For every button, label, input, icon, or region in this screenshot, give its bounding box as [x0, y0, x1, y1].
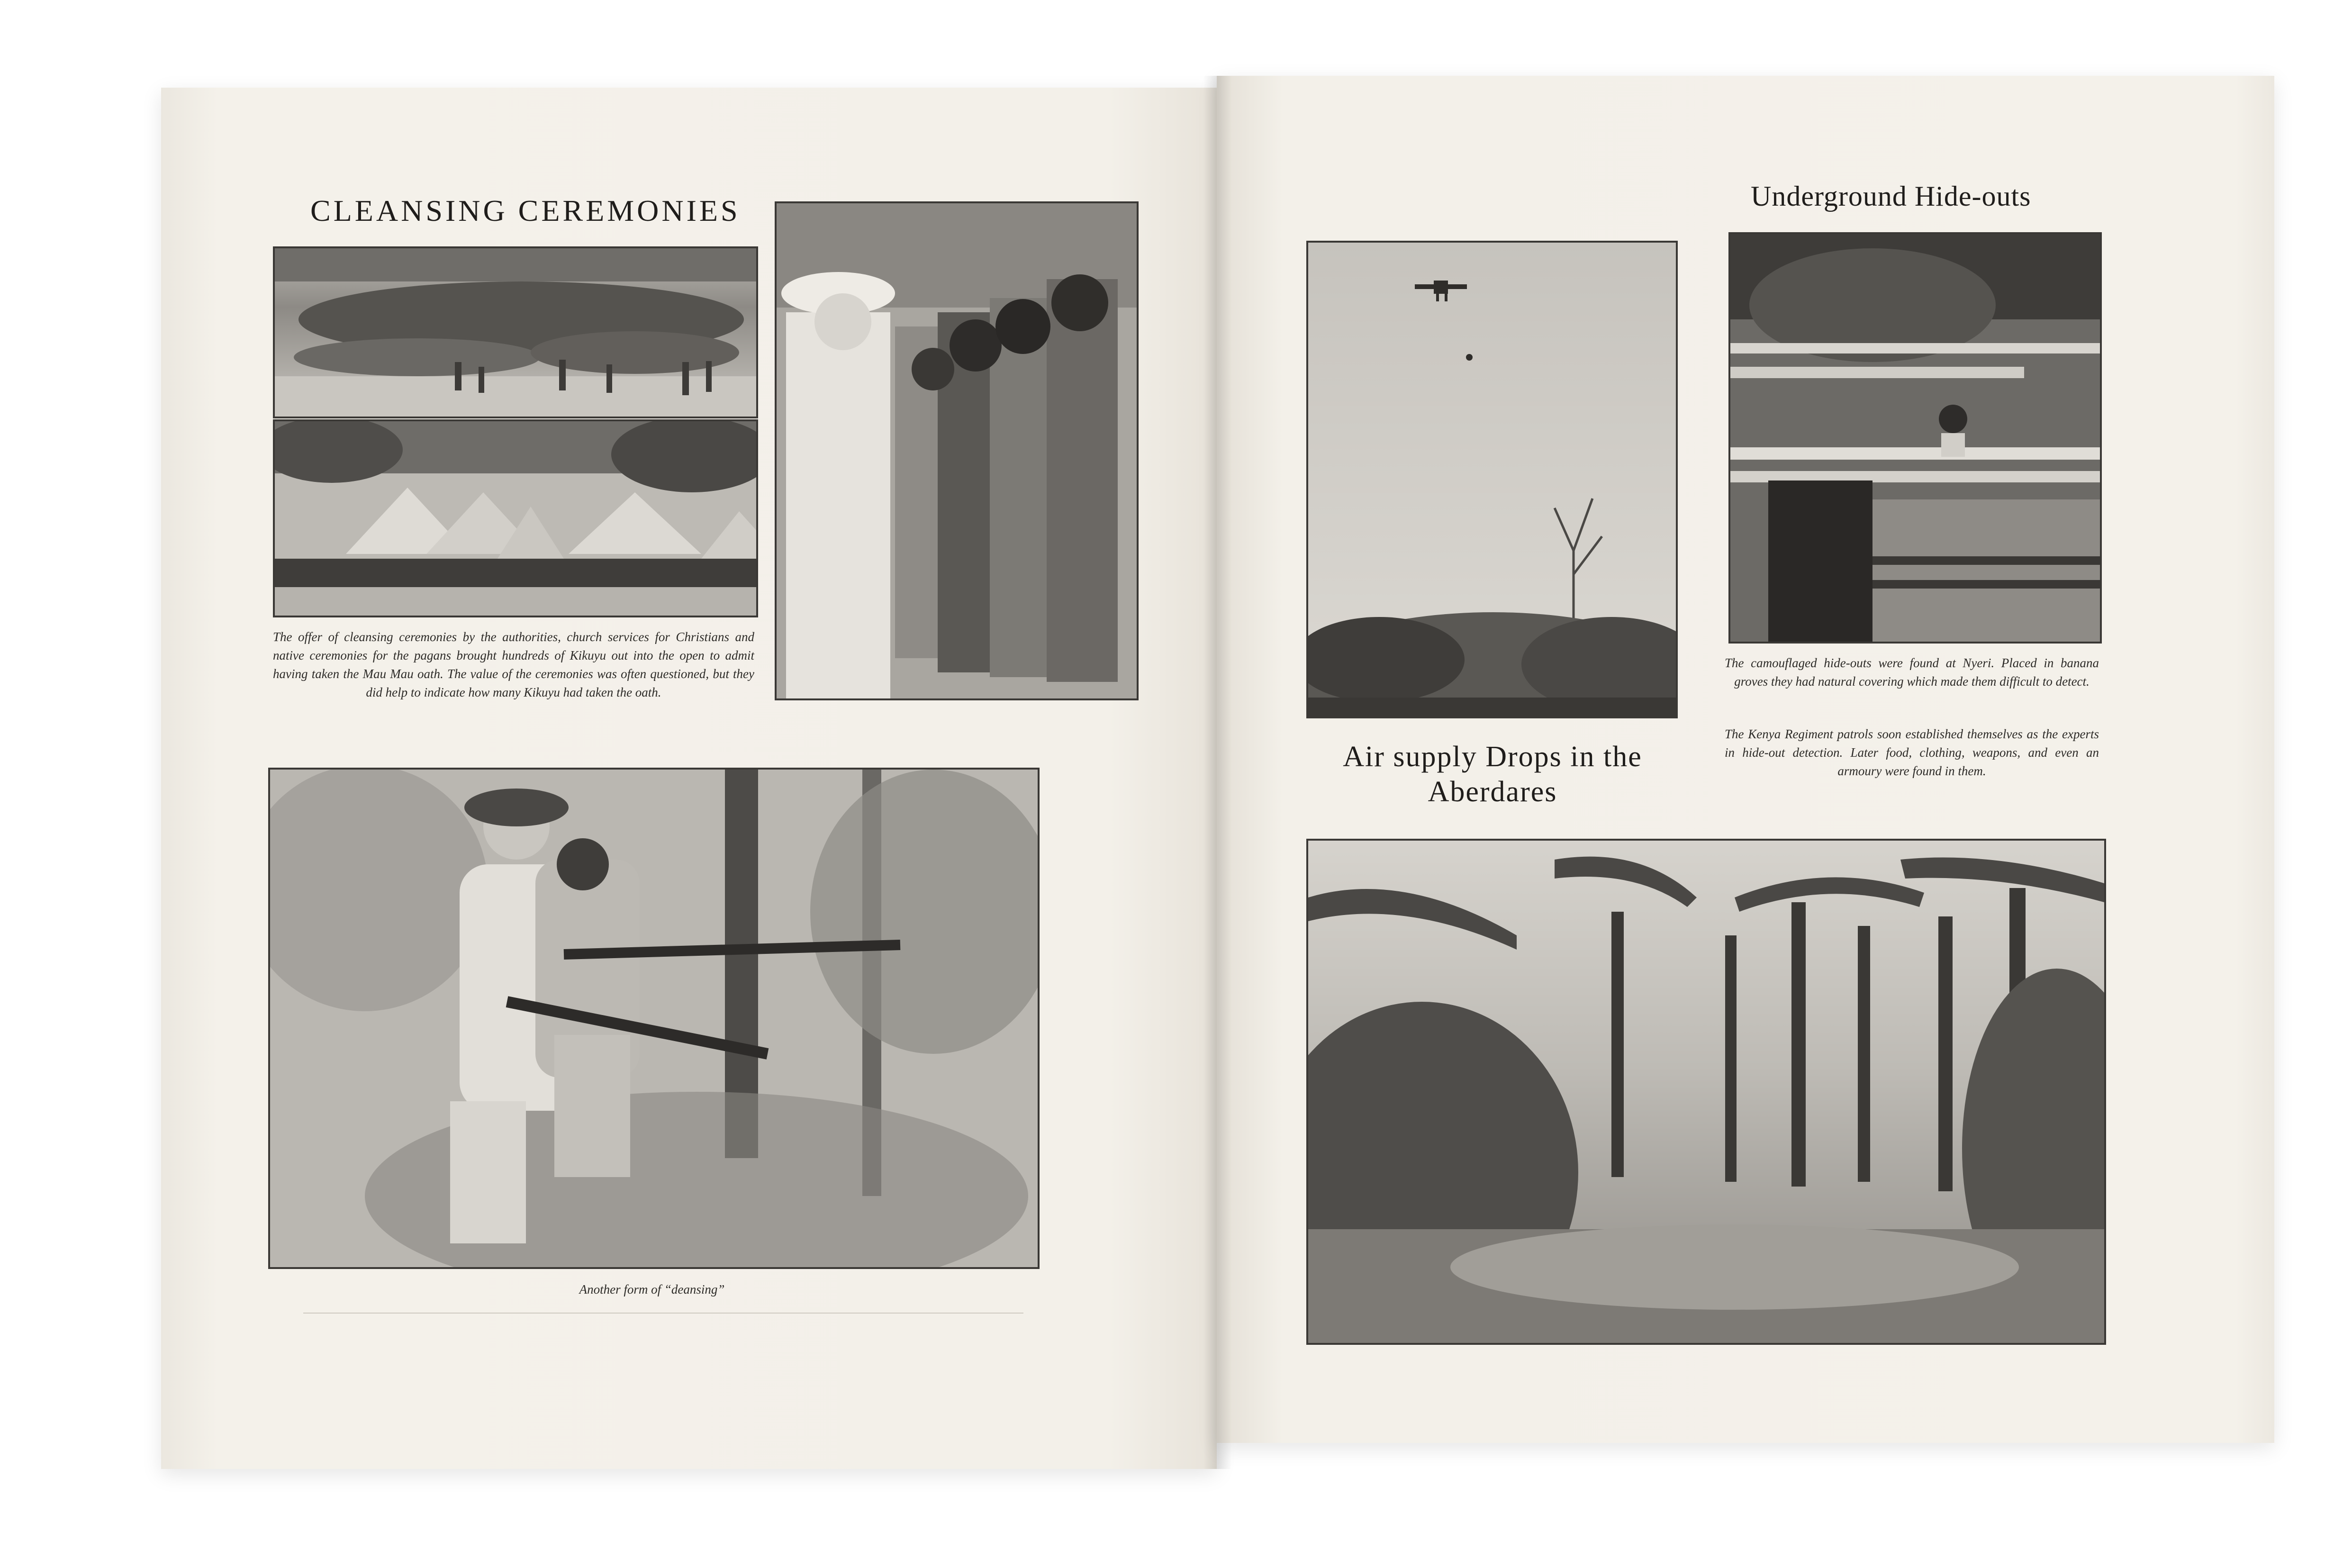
soldiers-caption: Another form of “deansing”: [579, 1282, 725, 1296]
book-gutter: [1203, 76, 1232, 1469]
ceremony-crowd-photo: [273, 246, 758, 418]
cleansing-ceremonies-caption: The offer of cleansing ceremonies by the authorities, church services for Christians and native ceremonies for the pagans brought hundreds of Kikuyu out into the open to admit having taken the Mau Mau oath. The value of the ceremonies was often questioned, but they did help to indicate how many Kikuyu had taken the oath.: [273, 630, 754, 699]
hideouts-caption-location: The camouflaged hide-outs were found at Nyeri. Placed in banana groves they had natural covering which made them difficult to detect.: [1725, 656, 2099, 689]
underground-hideouts-title: Underground Hide-outs: [1751, 181, 2031, 212]
soldiers-in-bush-photo: [268, 768, 1040, 1269]
air-supply-drops-title: Air supply Drops in the Aberdares: [1343, 741, 1642, 808]
banana-grove-photo: [1306, 839, 2106, 1345]
hideouts-caption-patrols: The Kenya Regiment patrols soon established themselves as the experts in hide-out detection. Later food, clothing, weapons, and even an armoury were found in them.: [1725, 727, 2099, 778]
priest-with-women-photo: [775, 201, 1139, 700]
air-supply-drop-photo: [1306, 241, 1678, 718]
ceremony-huts-photo: [273, 419, 758, 617]
hideout-trench-photo: [1728, 232, 2102, 644]
cleansing-ceremonies-title: CLEANSING CEREMONIES: [310, 194, 741, 227]
caption-underline: [303, 1313, 1023, 1314]
